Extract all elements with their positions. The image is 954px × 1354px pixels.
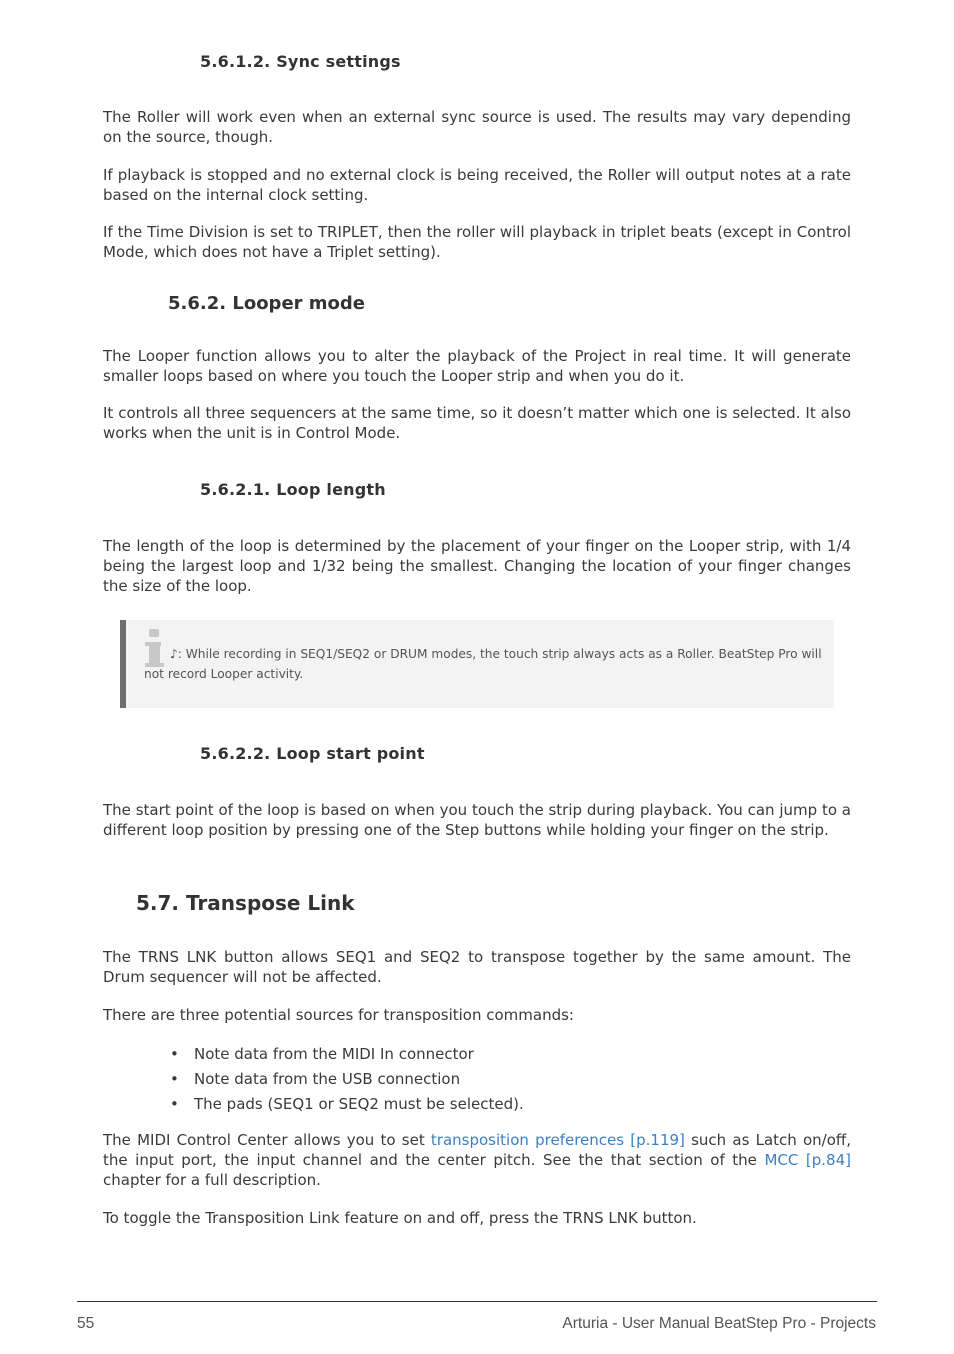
paragraph: The length of the loop is determined by the placement of your finger on the Looper strip, with 1/4 being the largest loop and 1/32 being the smallest. Changing the location of your finger changes the size of the loop. (103, 537, 851, 595)
note-text: ♪: While recording in SEQ1/SEQ2 or DRUM modes, the touch strip always acts as a Roller. BeatStep Pro will not record Looper activity. (144, 647, 822, 681)
paragraph: The TRNS LNK button allows SEQ1 and SEQ2 to transpose together by the same amount. The Drum sequencer will not be affected. (103, 948, 851, 986)
footer-divider (77, 1301, 877, 1302)
link-transposition-preferences[interactable]: transposition preferences [p.119] (430, 1131, 685, 1149)
footer-title: Arturia - User Manual BeatStep Pro - Projects (562, 1315, 876, 1332)
section-heading-transpose-link: 5.7. Transpose Link (136, 891, 355, 915)
bullet-list (170, 1042, 524, 1117)
list-item: • The pads (SEQ1 or SEQ2 must be selected). (170, 1092, 524, 1117)
paragraph (103, 1130, 851, 1190)
paragraph: If the Time Division is set to TRIPLET, then the roller will playback in triplet beats (except in Control Mode, which does not have a Triplet setting). (103, 223, 851, 261)
text-span: chapter for a full description. (103, 1171, 321, 1189)
section-heading-loop-start-point: 5.6.2.2. Loop start point (200, 744, 425, 763)
paragraph: It controls all three sequencers at the same time, so it doesn’t matter which one is selected. It also works when the unit is in Control Mode. (103, 404, 851, 442)
paragraph: The start point of the loop is based on when you touch the strip during playback. You can jump to a different loop position by pressing one of the Step buttons while holding your finger on the strip. (103, 801, 851, 839)
paragraph: If playback is stopped and no external clock is being received, the Roller will output notes at a rate based on the internal clock setting. (103, 166, 851, 204)
section-heading-looper-mode: 5.6.2. Looper mode (168, 293, 366, 314)
text-span: such as Latch on/off, the input port, the input channel and the center pitch. See the that section of the (103, 1131, 852, 1169)
info-note (120, 620, 834, 708)
section-heading-sync-settings: 5.6.1.2. Sync settings (200, 52, 401, 71)
text-span: The MIDI Control Center allows you to set (103, 1131, 431, 1149)
page-number: 55 (77, 1315, 95, 1332)
paragraph: There are three potential sources for transposition commands: (103, 1006, 574, 1024)
link-mcc[interactable]: MCC [p.84] (764, 1151, 851, 1169)
list-item: • Note data from the USB connection (170, 1067, 524, 1092)
paragraph: The Roller will work even when an external sync source is used. The results may vary depending on the source, though. (103, 108, 851, 146)
paragraph: To toggle the Transposition Link feature on and off, press the TRNS LNK button. (103, 1209, 697, 1227)
section-heading-loop-length: 5.6.2.1. Loop length (200, 480, 386, 499)
paragraph: The Looper function allows you to alter the playback of the Project in real time. It will generate smaller loops based on where you touch the Looper strip and when you do it. (103, 347, 851, 385)
list-item: • Note data from the MIDI In connector (170, 1042, 524, 1067)
